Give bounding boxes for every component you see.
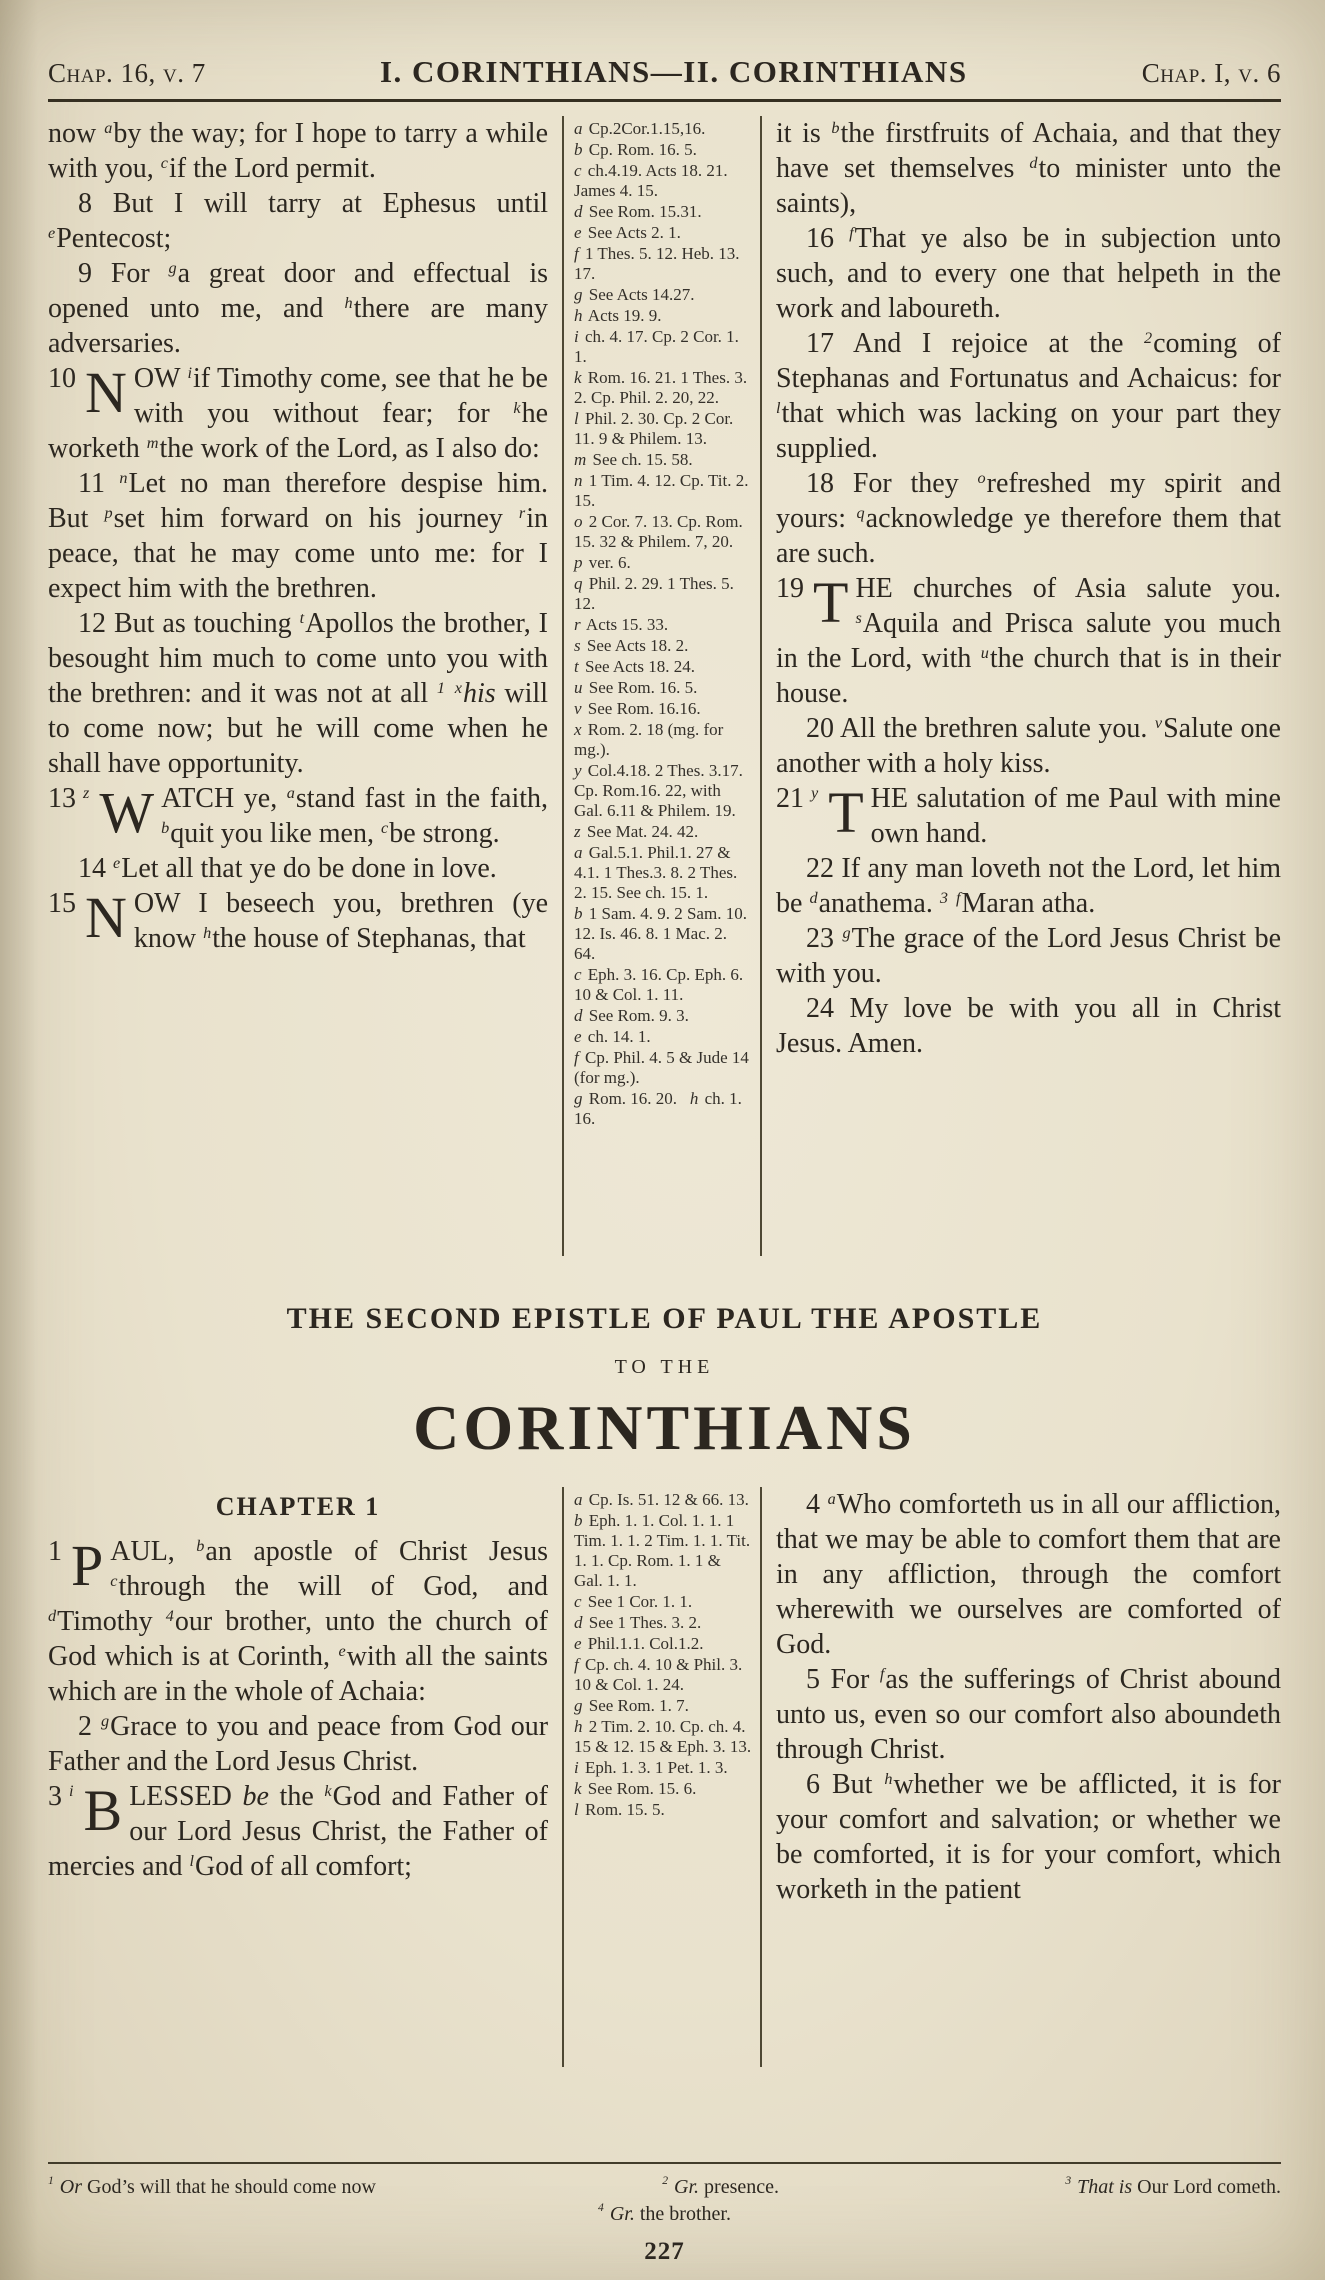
running-head — [48, 54, 1281, 90]
cross-reference: f Cp. ch. 4. 10 & Phil. 3. 10 & Col. 1. 24. — [574, 1655, 743, 1694]
verse-paragraph — [48, 1534, 548, 1709]
cross-reference: c Eph. 3. 16. Cp. Eph. 6. 10 & Col. 1. 11. — [574, 965, 744, 1004]
verse-text: And I rejoice at the $^2$coming of Stephanas and Fortunatus and Achaicus: for $^l$that which was lacking on your part they supplied. — [776, 328, 1281, 464]
verse-text: For $^f$as the sufferings of Christ abound unto us, even so our comfort also aboundeth through Christ. — [776, 1664, 1281, 1765]
cross-reference: k Rom. 16. 21. 1 Thes. 3. 2. Cp. Phil. 2. 20, 22. — [574, 368, 748, 407]
footnote-rule — [48, 2162, 1281, 2164]
drop-cap: T — [813, 570, 849, 635]
cross-reference: l Rom. 15. 5. — [574, 1800, 665, 1819]
verse-number: 2 — [78, 1711, 92, 1742]
cross-reference: f Cp. Phil. 4. 5 & Jude 14 (for mg.). — [574, 1048, 749, 1087]
verse-number: 21 $^y$ — [776, 783, 819, 814]
drop-cap: N — [85, 360, 127, 425]
verse-text: HE salutation of me Paul with mine own hand. — [870, 783, 1281, 849]
verse-paragraph — [776, 466, 1281, 571]
cross-reference: z See Mat. 24. 42. — [574, 822, 699, 841]
verse-number: 9 — [78, 258, 92, 289]
verse-text: My love be with you all in Christ Jesus. Amen. — [776, 993, 1281, 1059]
verse-paragraph — [776, 1487, 1281, 1662]
running-head-left: Chap. 16, v. 7 — [48, 58, 206, 88]
drop-cap: T — [828, 780, 864, 845]
verse-text: HE churches of Asia salute you. $^s$Aquila and Prisca salute you much in the Lord, with $^u$the church that is in their house. — [776, 573, 1281, 709]
cross-reference: t See Acts 18. 24. — [574, 657, 696, 676]
cross-reference: d See Rom. 15.31. — [574, 202, 702, 221]
verse-number: 8 — [78, 188, 92, 219]
header-rule — [48, 99, 1281, 102]
verse-number: 13 $^z$ — [48, 783, 90, 814]
cross-reference: b Cp. Rom. 16. 5. — [574, 140, 697, 159]
cross-reference-column — [562, 116, 762, 1256]
drop-cap: P — [71, 1533, 104, 1598]
cross-reference: e ch. 14. 1. — [574, 1027, 651, 1046]
verse-text: $^f$That ye also be in subjection unto such, and to every one that helpeth in the work and laboureth. — [776, 223, 1281, 324]
cross-reference: m See ch. 15. 58. — [574, 450, 693, 469]
cross-reference: c See 1 Cor. 1. 1. — [574, 1592, 693, 1611]
verse-paragraph — [48, 116, 548, 186]
verse-paragraph — [776, 116, 1281, 221]
cross-reference: a Cp. Is. 51. 12 & 66. 13. — [574, 1490, 749, 1509]
page-number: 227 — [644, 2238, 685, 2265]
footnote: $^1$ Or God’s will that he should come now — [48, 2174, 376, 2198]
cross-reference: e See Acts 2. 1. — [574, 223, 681, 242]
verse-text: LESSED be the $^k$God and Father of our Lord Jesus Christ, the Father of mercies and $^l$God of all comfort; — [48, 1781, 548, 1882]
verse-number: 20 — [806, 713, 834, 744]
cross-reference: a Gal.5.1. Phil.1. 27 & 4.1. 1 Thes.3. 8. 2 Thes. 2. 15. See ch. 15. 1. — [574, 843, 738, 902]
verse-number: 17 — [806, 328, 834, 359]
right-text-column — [776, 116, 1281, 1256]
cross-reference: x Rom. 2. 18 (mg. for mg.). — [574, 720, 724, 759]
epistle-title-line1: THE SECOND EPISTLE OF PAUL THE APOSTLE — [286, 1302, 1043, 1335]
right-text-column-2 — [776, 1487, 1281, 2067]
verse-text: $^g$The grace of the Lord Jesus Christ be with you. — [776, 923, 1281, 989]
verse-paragraph — [776, 326, 1281, 466]
drop-cap: B — [83, 1778, 123, 1843]
verse-paragraph — [776, 221, 1281, 326]
verse-paragraph — [776, 571, 1281, 711]
cross-reference: o 2 Cor. 7. 13. Cp. Rom. 15. 32 & Philem. 7, 20. — [574, 512, 743, 551]
cross-reference: d See 1 Thes. 3. 2. — [574, 1613, 702, 1632]
verse-text: For $^g$a great door and effectual is opened unto me, and $^h$there are many adversaries. — [48, 258, 548, 359]
left-text-column — [48, 116, 548, 1256]
section-first-corinthians-16 — [48, 116, 1281, 1256]
cross-reference: g See Acts 14.27. — [574, 285, 695, 304]
verse-paragraph — [48, 361, 548, 466]
verse-paragraph — [776, 921, 1281, 991]
section-second-corinthians-1 — [48, 1487, 1281, 2067]
verse-number: 3 $^i$ — [48, 1781, 74, 1812]
footnote-block — [48, 2162, 1281, 2228]
cross-reference: d See Rom. 9. 3. — [574, 1006, 689, 1025]
verse-text: now $^a$by the way; for I hope to tarry a while with you, $^c$if the Lord permit. — [48, 118, 548, 184]
verse-paragraph — [48, 466, 548, 606]
cross-reference: h 2 Tim. 2. 10. Cp. ch. 4. 15 & 12. 15 & Eph. 3. 13. — [574, 1717, 752, 1756]
verse-number: 6 — [806, 1769, 820, 1800]
cross-reference: k See Rom. 15. 6. — [574, 1779, 697, 1798]
cross-reference: e Phil.1.1. Col.1.2. — [574, 1634, 704, 1653]
epistle-title-line2: TO THE — [614, 1356, 715, 1378]
cross-reference: n 1 Tim. 4. 12. Cp. Tit. 2. 15. — [574, 471, 749, 510]
verse-paragraph — [48, 781, 548, 851]
cross-reference: i ch. 4. 17. Cp. 2 Cor. 1. 1. — [574, 327, 739, 366]
epistle-title-line3: CORINTHIANS — [413, 1392, 916, 1463]
cross-reference: u See Rom. 16. 5. — [574, 678, 698, 697]
cross-reference: b Eph. 1. 1. Col. 1. 1. 1 Tim. 1. 1. 2 Tim. 1. 1. Tit. 1. 1. Cp. Rom. 1. 1 & Gal. 1. 1. — [574, 1511, 751, 1590]
verse-number: 18 — [806, 468, 834, 499]
cross-reference: y Col.4.18. 2 Thes. 3.17. Cp. Rom.16. 22, with Gal. 6.11 & Philem. 19. — [574, 761, 743, 820]
verse-text: OW $^i$if Timothy come, see that he be with you without fear; for $^k$he worketh $^m$the work of the Lord, as I also do: — [48, 363, 548, 464]
verse-text: All the brethren salute you. $^v$Salute one another with a holy kiss. — [776, 713, 1281, 779]
verse-paragraph — [48, 186, 548, 256]
verse-number: 10 — [48, 363, 76, 394]
verse-number: 14 — [78, 853, 106, 884]
verse-text: But as touching $^t$Apollos the brother, I besought him much to come unto you with the brethren: and it was not at all $^1$ $^x$his will to come now; but he will come when he shall have opportunity. — [48, 608, 548, 779]
cross-reference: r Acts 15. 33. — [574, 615, 669, 634]
verse-paragraph — [48, 851, 548, 886]
verse-number: 23 — [806, 923, 834, 954]
verse-number: 16 — [806, 223, 834, 254]
left-text-column-2-verses — [48, 1534, 548, 1884]
verse-paragraph — [776, 711, 1281, 781]
drop-cap: W — [99, 780, 155, 845]
cross-reference: h Acts 19. 9. — [574, 306, 662, 325]
verse-number: 19 — [776, 573, 804, 604]
verse-number: 24 — [806, 993, 834, 1024]
cross-reference: f 1 Thes. 5. 12. Heb. 13. 17. — [574, 244, 740, 283]
footnote: $^4$ Gr. the brother. — [598, 2201, 731, 2225]
footnote-row-2 — [48, 2201, 1281, 2228]
verse-paragraph — [48, 886, 548, 956]
cross-reference: b 1 Sam. 4. 9. 2 Sam. 10. 12. Is. 46. 8. 1 Mac. 2. 64. — [574, 904, 747, 963]
verse-text: OW I beseech you, brethren (ye know $^h$the house of Stephanas, that — [133, 888, 548, 954]
verse-text: $^e$Let all that ye do be done in love. — [113, 853, 497, 884]
verse-text: $^a$Who comforteth us in all our affliction, that we may be able to comfort them that are in any affliction, through the comfort wherewith we ourselves are comforted of God. — [776, 1489, 1281, 1660]
verse-text: But I will tarry at Ephesus until $^e$Pentecost; — [48, 188, 548, 254]
verse-paragraph — [776, 851, 1281, 921]
cross-reference-column-2 — [562, 1487, 762, 2067]
cross-reference: g See Rom. 1. 7. — [574, 1696, 689, 1715]
verse-paragraph — [776, 1767, 1281, 1907]
verse-number: 4 — [806, 1489, 820, 1520]
footnote: $^2$ Gr. presence. — [662, 2174, 779, 2198]
cross-reference: a Cp.2Cor.1.15,16. — [574, 119, 706, 138]
chapter-heading: CHAPTER 1 — [215, 1492, 381, 1521]
verse-number: 11 — [78, 468, 105, 499]
verse-number: 22 — [806, 853, 834, 884]
verse-paragraph — [776, 1662, 1281, 1767]
cross-reference: p ver. 6. — [574, 553, 631, 572]
footnote-row-1 — [48, 2174, 1281, 2201]
verse-paragraph — [776, 781, 1281, 851]
cross-reference: s See Acts 18. 2. — [574, 636, 689, 655]
verse-paragraph — [48, 256, 548, 361]
verse-number: 12 — [78, 608, 106, 639]
verse-text: For they $^o$refreshed my spirit and yours: $^q$acknowledge ye therefore them that are such. — [776, 468, 1281, 569]
verse-number: 1 — [48, 1536, 62, 1567]
verse-text: But $^h$whether we be afflicted, it is for your comfort and salvation; or whether we be comforted, it is for your comfort, which worketh in the patient — [776, 1769, 1281, 1905]
left-text-column-2 — [48, 1487, 548, 2067]
verse-text: ATCH ye, $^a$stand fast in the faith, $^b$quit you like men, $^c$be strong. — [161, 783, 548, 849]
cross-reference: q Phil. 2. 29. 1 Thes. 5. 12. — [574, 574, 734, 613]
verse-number: 15 — [48, 888, 76, 919]
verse-paragraph — [776, 991, 1281, 1061]
footnote: $^3$ That is Our Lord cometh. — [1065, 2174, 1281, 2198]
verse-paragraph — [48, 1709, 548, 1779]
drop-cap: N — [85, 885, 127, 950]
verse-text: $^g$Grace to you and peace from God our Father and the Lord Jesus Christ. — [48, 1711, 548, 1777]
cross-reference: v See Rom. 16.16. — [574, 699, 701, 718]
running-head-title: I. CORINTHIANS—II. CORINTHIANS — [379, 54, 968, 89]
verse-text: it is $^b$the firstfruits of Achaia, and that they have set themselves $^d$to minister unto the saints), — [776, 118, 1281, 219]
cross-reference: l Phil. 2. 30. Cp. 2 Cor. 11. 9 & Philem. 13. — [574, 409, 734, 448]
verse-number: 5 — [806, 1664, 820, 1695]
verse-text: If any man loveth not the Lord, let him be $^d$anathema. $^3$ $^f$Maran atha. — [776, 853, 1281, 919]
running-head-right: Chap. I, v. 6 — [1141, 58, 1281, 88]
cross-reference: g Rom. 16. 20. h ch. 1. 16. — [574, 1089, 742, 1128]
epistle-title-block — [48, 1302, 1281, 1465]
verse-paragraph — [48, 1779, 548, 1884]
spacer — [48, 2067, 1281, 2154]
cross-reference: i Eph. 1. 3. 1 Pet. 1. 3. — [574, 1758, 728, 1777]
verse-text: $^n$Let no man therefore despise him. But $^p$set him forward on his journey $^r$in peace, that he may come unto me: for I expect him with the brethren. — [48, 468, 548, 604]
verse-text: AUL, $^b$an apostle of Christ Jesus $^c$through the will of God, and $^d$Timothy $^4$our brother, unto the church of God which is at Corinth, $^e$with all the saints which are in the whole of Achaia: — [48, 1536, 548, 1707]
verse-paragraph — [48, 606, 548, 781]
cross-reference: c ch.4.19. Acts 18. 21. James 4. 15. — [574, 161, 728, 200]
